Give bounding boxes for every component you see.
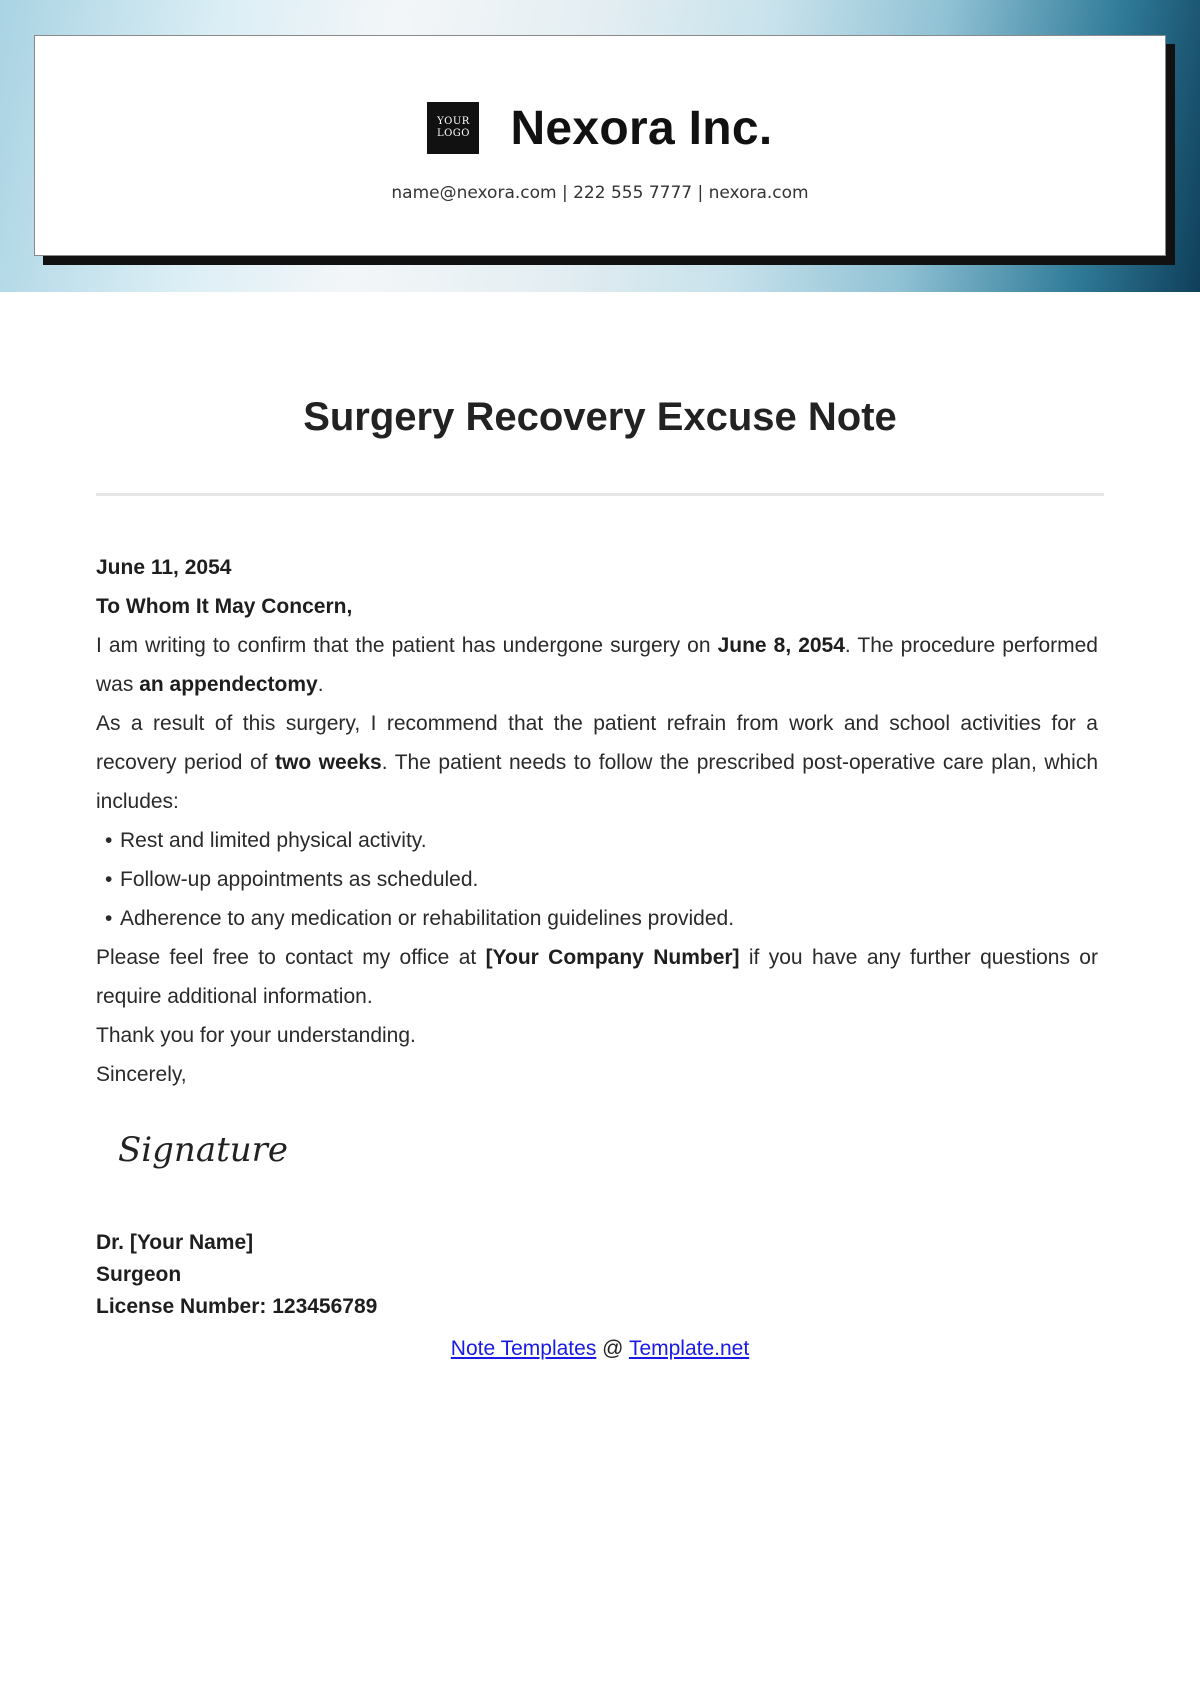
company-number-placeholder: [Your Company Number] (485, 946, 740, 969)
logo-line-1: YOUR (437, 116, 470, 127)
signer-name: Dr. [Your Name] (96, 1231, 254, 1254)
bullet-icon: • (105, 907, 113, 930)
footer-separator: @ (596, 1337, 629, 1360)
recovery-period: two weeks (275, 751, 382, 774)
list-item: • Rest and limited physical activity. (96, 821, 1098, 860)
procedure-name: an appendectomy (139, 673, 318, 696)
template-net-link[interactable]: Template.net (628, 1337, 750, 1360)
letter-body (96, 548, 1098, 1094)
surgery-date: June 8, 2054 (717, 634, 845, 657)
list-item: • Adherence to any medication or rehabilitation guidelines provided. (96, 899, 1098, 938)
title-divider (96, 493, 1104, 496)
list-item: • Follow-up appointments as scheduled. (96, 860, 1098, 899)
logo-placeholder (427, 102, 479, 154)
salutation: To Whom It May Concern, (96, 595, 353, 618)
brand-row (35, 98, 1165, 158)
letter-date: June 11, 2054 (96, 556, 232, 579)
contact-info: name@nexora.com | 222 555 7777 | nexora.com (391, 183, 809, 203)
document-title: Surgery Recovery Excuse Note (303, 395, 897, 439)
signer-block (96, 1227, 377, 1323)
paragraph-surgery-confirmation: I am writing to confirm that the patient has undergone surgery on June 8, 2054. The procedure performed was an appendectomy. (96, 634, 1098, 696)
letterhead-card (34, 35, 1166, 256)
signer-role: Surgeon (96, 1263, 182, 1286)
closing-line: Sincerely, (96, 1063, 187, 1086)
thanks-line: Thank you for your understanding. (96, 1024, 416, 1047)
footer-credit (0, 1337, 1200, 1361)
logo-line-2: LOGO (436, 128, 470, 139)
company-name: Nexora Inc. (510, 101, 773, 155)
paragraph-contact: Please feel free to contact my office at [Your Company Number] if you have any further questions or require additional information. (96, 946, 1098, 1008)
bullet-icon: • (105, 829, 113, 852)
paragraph-recovery-recommendation: As a result of this surgery, I recommend that the patient refrain from work and school activities for a recovery period of two weeks. The patient needs to follow the prescribed post-operative care plan, which includes: (96, 712, 1099, 813)
care-plan-list (96, 821, 1098, 938)
license-number: License Number: 123456789 (96, 1295, 378, 1318)
bullet-icon: • (105, 868, 113, 891)
note-templates-link[interactable]: Note Templates (450, 1337, 597, 1360)
signature: Signature (118, 1130, 289, 1170)
